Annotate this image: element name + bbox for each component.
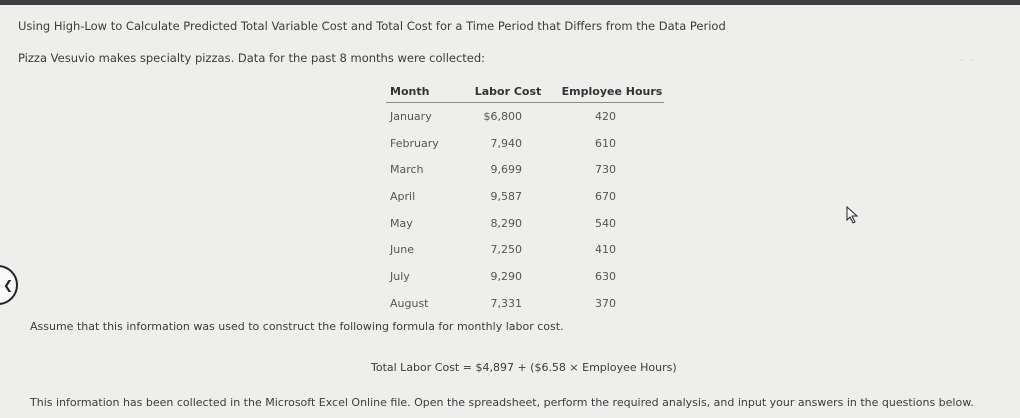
assumption-text: Assume that this information was used to construct the following formula for monthly labor cost. [30, 320, 564, 333]
table-row [386, 103, 664, 130]
cell-employee-hours: 420 [595, 109, 616, 123]
page-title: Using High-Low to Calculate Predicted Total Variable Cost and Total Cost for a Time Period that Differs from the Data Period [18, 19, 726, 33]
cell-labor-cost: $6,800 [483, 109, 522, 123]
cell-labor-cost: 7,331 [490, 296, 522, 310]
header-labor-cost: Labor Cost [456, 80, 560, 103]
data-table [386, 80, 664, 317]
instructions-text: This information has been collected in the Microsoft Excel Online file. Open the spreadsheet, perform the required analysis, and input your answers in the questions below. [30, 396, 974, 409]
cell-employee-hours: 610 [595, 136, 616, 150]
cell-month: January [390, 109, 432, 123]
cell-labor-cost: 9,699 [490, 163, 522, 177]
cell-employee-hours: 630 [595, 269, 616, 283]
mouse-pointer-icon [846, 206, 860, 224]
cell-month: August [390, 296, 429, 310]
cell-employee-hours: 410 [595, 243, 616, 257]
cell-employee-hours: 540 [595, 216, 616, 230]
cell-labor-cost: 9,290 [490, 269, 522, 283]
cell-labor-cost: 9,587 [490, 189, 522, 203]
chevron-left-icon: ❮ [3, 278, 14, 292]
cell-employee-hours: 370 [595, 296, 616, 310]
table-row [386, 156, 664, 183]
cell-labor-cost: 8,290 [490, 216, 522, 230]
side-panel-toggle[interactable] [0, 265, 18, 305]
cell-employee-hours: 730 [595, 163, 616, 177]
table-row [386, 290, 664, 317]
table-row [386, 236, 664, 263]
table-header-row [386, 80, 664, 103]
cell-month: July [390, 269, 410, 283]
table-row [386, 263, 664, 290]
formula-text: Total Labor Cost = $4,897 + ($6.58 × Employee Hours) [371, 361, 677, 374]
header-employee-hours: Employee Hours [560, 80, 664, 103]
table-row [386, 183, 664, 210]
cell-month: May [390, 216, 413, 230]
table-row [386, 130, 664, 157]
cell-month: March [390, 163, 424, 177]
cell-labor-cost: 7,940 [490, 136, 522, 150]
top-bar [0, 0, 1020, 5]
cell-month: June [390, 243, 414, 257]
intro-text: Pizza Vesuvio makes specialty pizzas. Data for the past 8 months were collected: [18, 51, 486, 65]
cell-month: April [390, 189, 416, 203]
cell-employee-hours: 670 [595, 189, 616, 203]
header-month: Month [386, 80, 456, 103]
table-row [386, 210, 664, 237]
cell-labor-cost: 7,250 [490, 243, 522, 257]
cell-month: February [390, 136, 439, 150]
decorative-dots: · · [960, 56, 977, 67]
